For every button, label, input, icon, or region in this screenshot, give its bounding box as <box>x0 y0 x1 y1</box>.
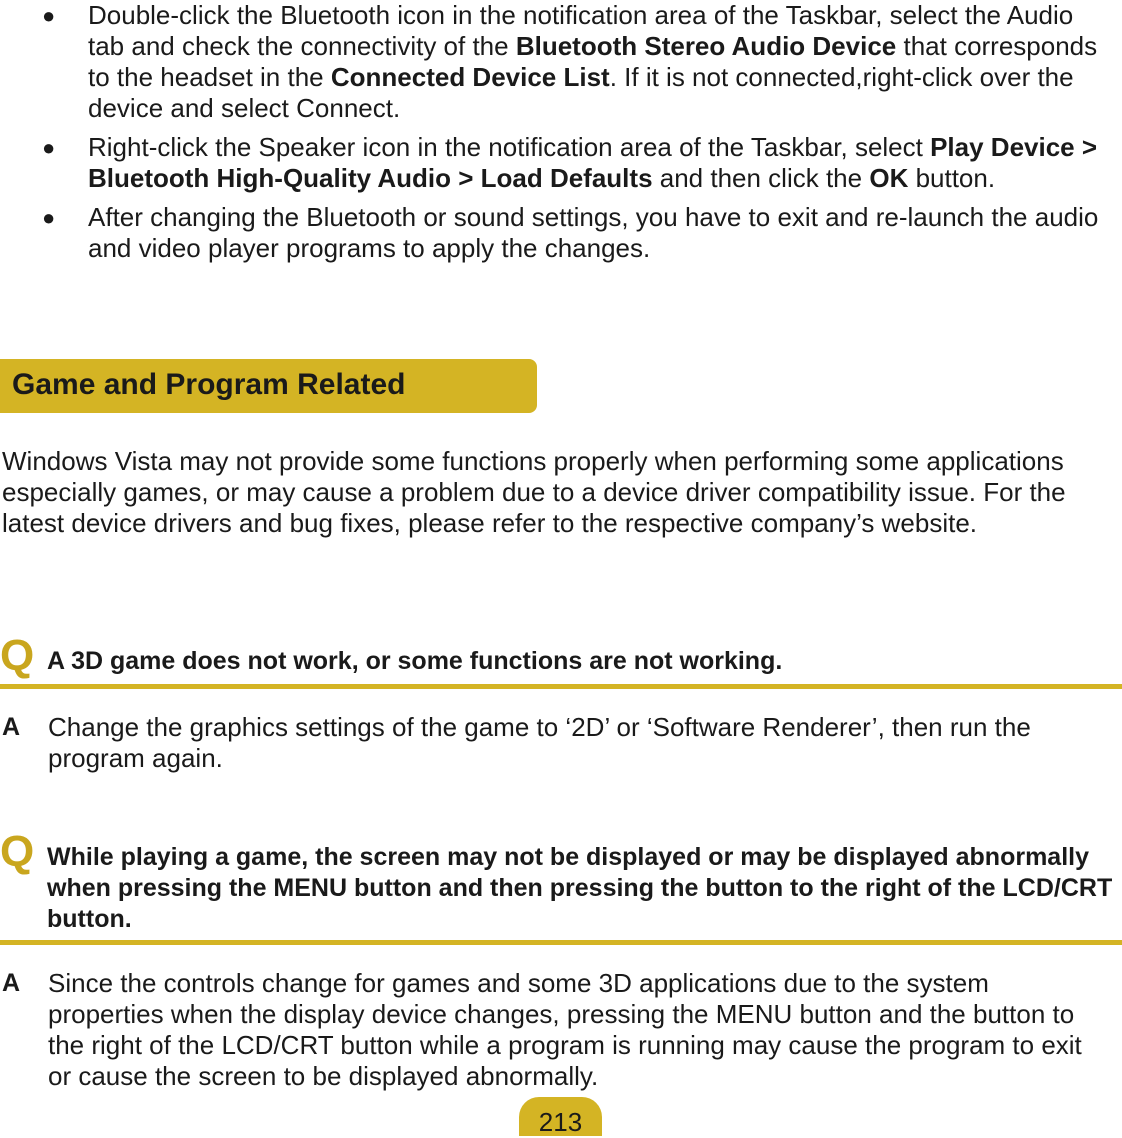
bullet-dot: ● <box>42 135 56 160</box>
bullet-bold: Connected Device List <box>330 62 610 92</box>
page-number-tab <box>519 1097 602 1136</box>
bullet-text: Right-click the Speaker icon in the notification area of the Taskbar, select <box>88 132 931 162</box>
bullet-bold: OK <box>869 163 909 193</box>
bullet-bold: Bluetooth Stereo Audio Device <box>515 31 897 61</box>
question-divider <box>0 684 1122 689</box>
question-divider <box>0 940 1122 945</box>
question-marker: Q <box>0 631 35 680</box>
bullet-text: button. <box>908 163 996 193</box>
bullet-text: After changing the Bluetooth or sound settings, you have to exit and re-launch the audio and video player programs to apply the changes. <box>88 202 1099 263</box>
answer-text: Since the controls change for games and some 3D applications due to the system properties when the display device changes, pressing the MENU button and the button to the right of the LCD/CRT button while a program is running may cause the program to exit or cause the screen to be displayed abnormally. <box>48 968 1082 1091</box>
bullet-text: and then click the <box>652 163 870 193</box>
answer-text: Change the graphics settings of the game to ‘2D’ or ‘Software Renderer’, then run the program again. <box>48 712 1031 773</box>
question-text: While playing a game, the screen may not be displayed or may be displayed abnormally when pressing the MENU button and then pressing the button to the right of the LCD/CRT button. <box>47 843 1113 933</box>
section-intro: Windows Vista may not provide some functions properly when performing some applications especially games, or may cause a problem due to a device driver compatibility issue. For the latest device drivers and bug fixes, please refer to the respective company’s website. <box>2 446 1066 538</box>
bullet-dot: ● <box>42 205 56 230</box>
bullet-text: . If it is not connected,right-click over the device and select Connect. <box>88 62 1074 123</box>
bullet-dot: ● <box>42 3 56 28</box>
bullet-item <box>40 132 1110 194</box>
answer-marker: A <box>2 969 21 997</box>
bullet-list <box>40 0 1110 272</box>
question-text: A 3D game does not work, or some functions are not working. <box>47 647 783 675</box>
question-marker: Q <box>0 827 35 876</box>
page-number: 213 <box>538 1107 583 1137</box>
answer-marker: A <box>2 713 21 741</box>
bullet-item <box>40 202 1110 264</box>
bullet-text: that corresponds to the headset in the <box>88 31 1098 92</box>
section-title: Game and Program Related <box>12 368 406 401</box>
bullet-bold: Play Device > Bluetooth High-Quality Audio > Load Defaults <box>88 132 1098 193</box>
section-header <box>0 359 537 413</box>
bullet-item <box>40 0 1110 124</box>
bullet-text: Double-click the Bluetooth icon in the notification area of the Taskbar, select the Audio tab and check the connectivity of the <box>88 0 1074 61</box>
